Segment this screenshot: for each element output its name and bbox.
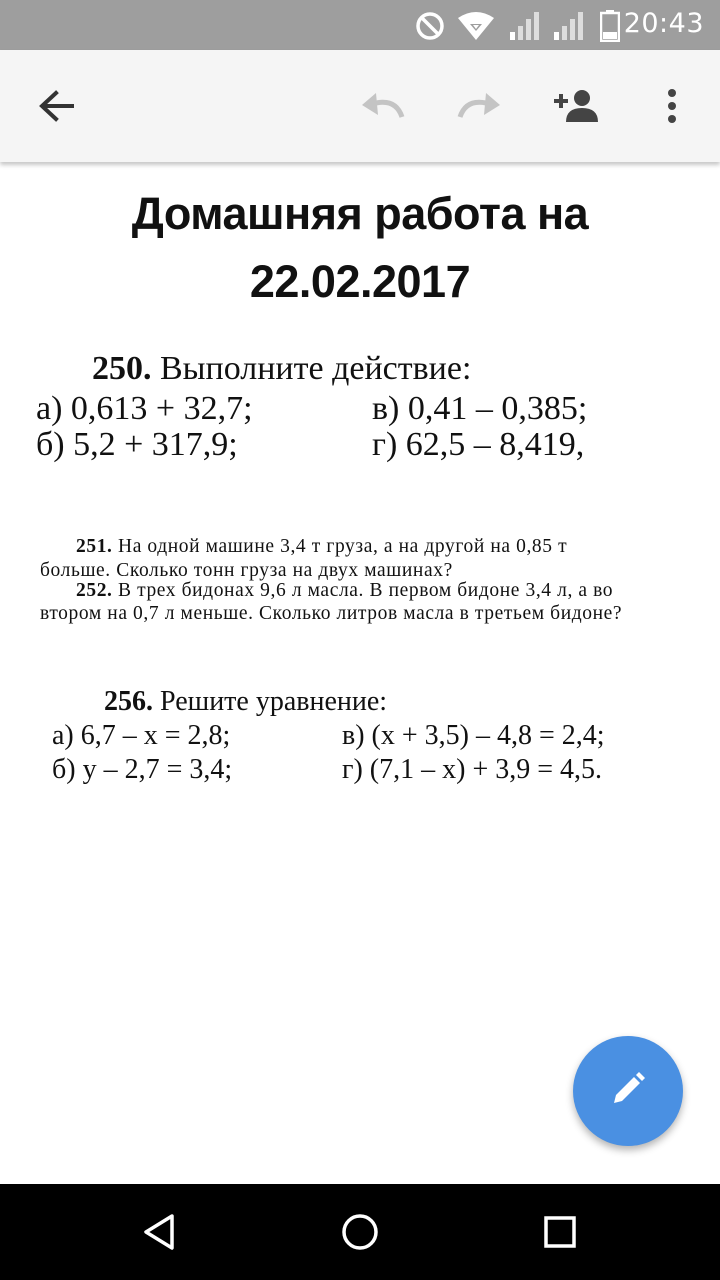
do-not-disturb-icon <box>414 10 446 47</box>
edit-fab-button[interactable] <box>573 1036 683 1146</box>
recents-square-icon[interactable] <box>530 1202 590 1262</box>
status-time: 20:43 <box>623 8 704 39</box>
task256-b: б) y – 2,7 = 3,4; <box>52 754 233 785</box>
add-person-icon[interactable] <box>546 76 606 136</box>
task251-line2: больше. Сколько тонн груза на двух машинах? <box>40 560 453 581</box>
signal-icon <box>552 10 586 47</box>
task256-heading-text: Решите уравнение: <box>160 686 388 717</box>
task250-g: г) 62,5 – 8,419, <box>372 426 585 463</box>
back-arrow-icon[interactable] <box>26 76 86 136</box>
task251-number: 251. <box>76 536 113 557</box>
task251-line1 <box>76 536 567 558</box>
redo-icon[interactable] <box>450 76 510 136</box>
task256-a: а) 6,7 – x = 2,8; <box>52 720 231 751</box>
task252-number: 252. <box>76 580 113 601</box>
task256-g: г) (7,1 – x) + 3,9 = 4,5. <box>342 754 603 785</box>
task250-v: в) 0,41 – 0,385; <box>372 390 588 427</box>
document-title-line1: Домашняя работа на <box>131 188 589 239</box>
task256-heading <box>104 686 387 718</box>
back-triangle-icon[interactable] <box>130 1202 190 1262</box>
signal-icon <box>508 10 542 47</box>
task250-number: 250. <box>92 350 152 387</box>
home-circle-icon[interactable] <box>330 1202 390 1262</box>
wifi-icon <box>456 10 496 47</box>
task256-v: в) (x + 3,5) – 4,8 = 2,4; <box>342 720 605 751</box>
undo-icon[interactable] <box>352 76 412 136</box>
more-vert-icon[interactable] <box>642 76 702 136</box>
task252-line2: втором на 0,7 л меньше. Сколько литров масла в третьем бидоне? <box>40 603 623 624</box>
task252-text: В трех бидонах 9,6 л масла. В первом бидоне 3,4 л, а во <box>118 580 614 601</box>
battery-icon <box>600 10 620 47</box>
task250-b: б) 5,2 + 317,9; <box>36 426 238 463</box>
task251-text: На одной машине 3,4 т груза, а на другой на 0,85 т <box>118 536 568 557</box>
document-title-line2: 22.02.2017 <box>249 256 471 307</box>
pencil-icon <box>608 1069 648 1114</box>
task250-a: а) 0,613 + 32,7; <box>36 390 253 427</box>
toolbar <box>0 50 720 162</box>
task252-line1 <box>76 580 613 602</box>
task250-heading <box>92 350 471 388</box>
document-page <box>0 162 720 1184</box>
status-bar <box>0 0 720 50</box>
task250-heading-text: Выполните действие: <box>160 350 472 387</box>
task256-number: 256. <box>104 686 153 717</box>
navigation-bar <box>0 1184 720 1280</box>
